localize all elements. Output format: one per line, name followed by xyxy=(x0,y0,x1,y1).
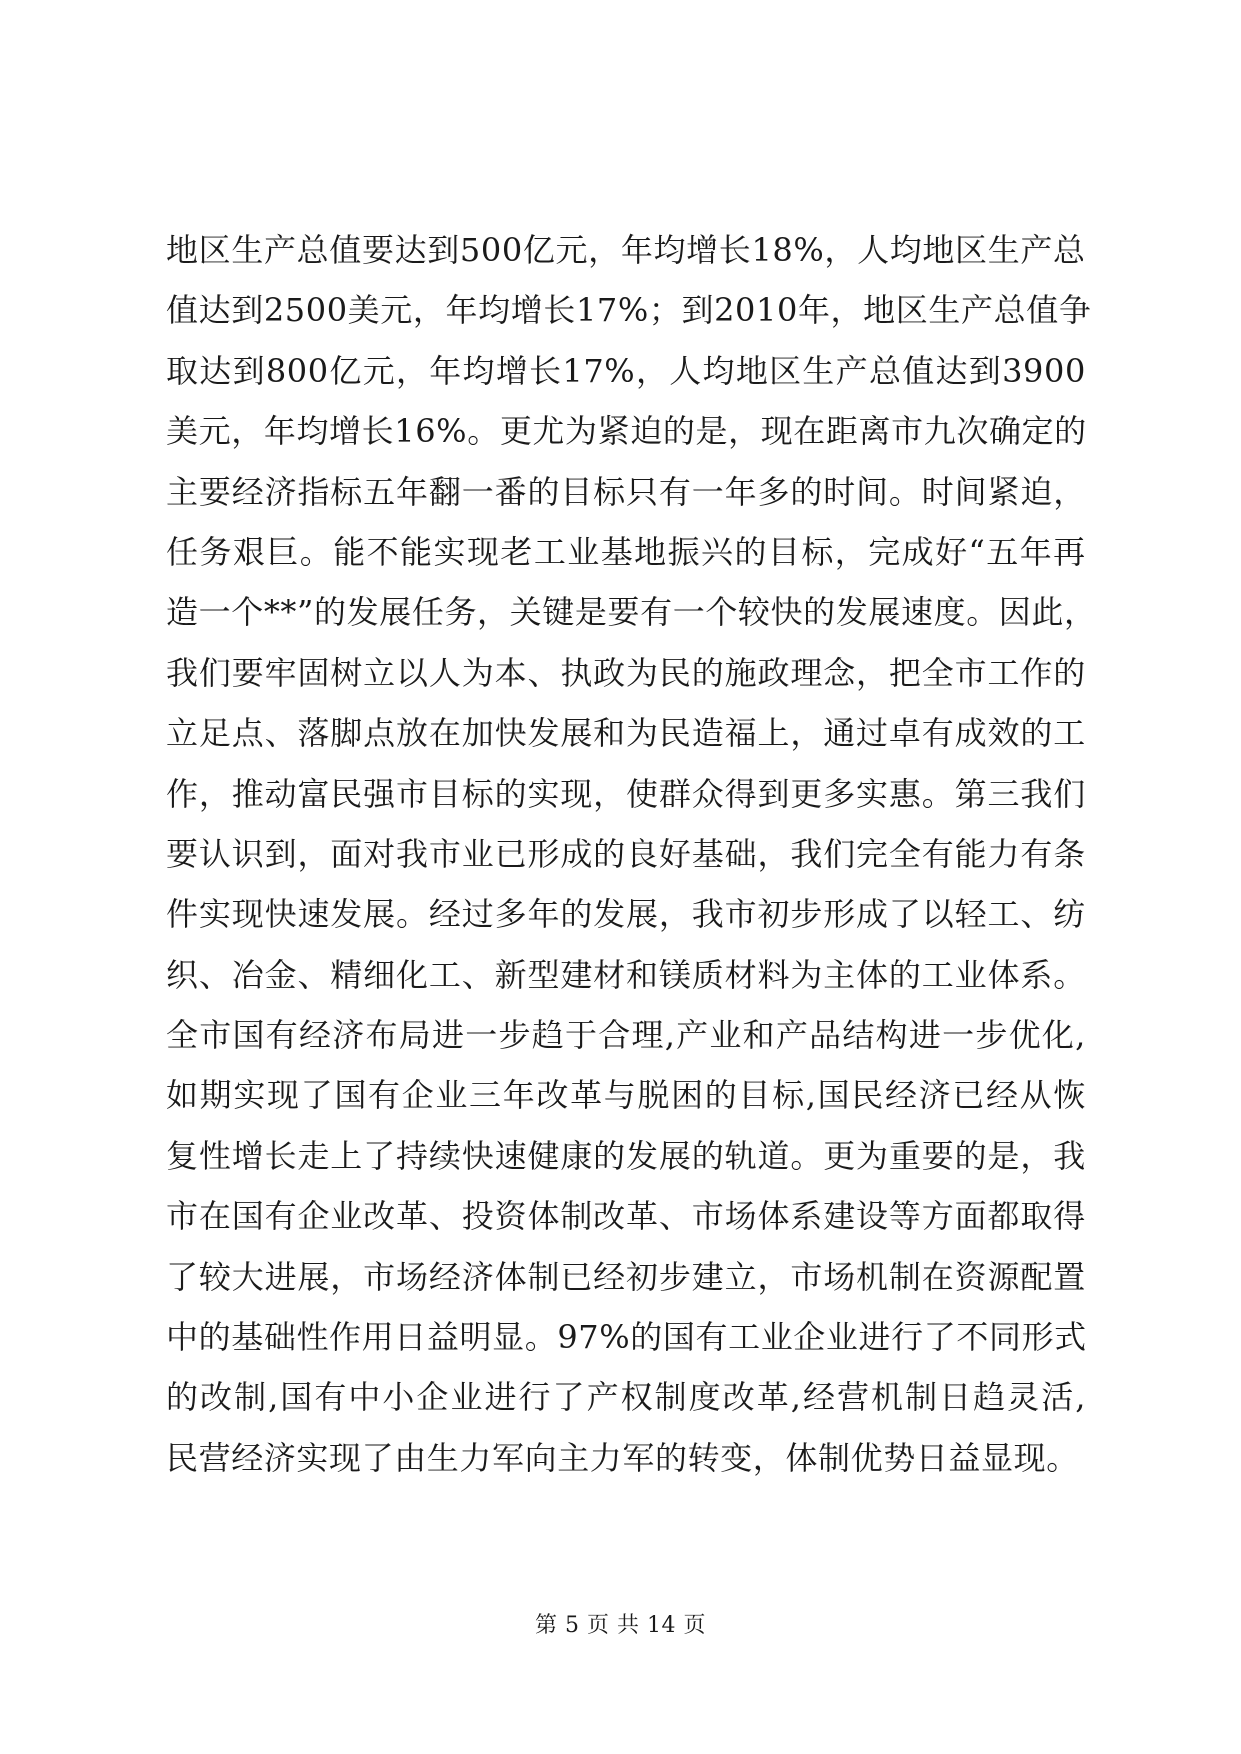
page-footer: 第 5 页 共 14 页 xyxy=(535,1613,706,1638)
body-line: 任 务 艰 巨 。 能 不 能 实 现 老 工 业 基 地 振 兴 的 目 标 ， 完 成 好 “ 五 年 再 xyxy=(166,532,1086,571)
body-line: 民营经济实现了由生力军向主力军的转变，体制优势日益显现。 xyxy=(166,1438,1079,1477)
body-line: 要 认 识 到 ， 面 对 我 市 业 已 形 成 的 良 好 基 础 ， 我 们 完 全 有 能 力 有 条 xyxy=(166,834,1086,873)
body-line: 市 在 国 有 企 业 改 革 、 投 资 体 制 改 革 、 市 场 体 系 建 设 等 方 面 都 取 得 xyxy=(166,1197,1086,1236)
body-line: 立 足 点 、 落 脚 点 放 在 加 快 发 展 和 为 民 造 福 上 ， 通 过 卓 有 成 效 的 工 xyxy=(166,714,1086,753)
body-line: 件 实 现 快 速 发 展 。 经 过 多 年 的 发 展 ， 我 市 初 步 形 成 了 以 轻 工 、 纺 xyxy=(166,895,1086,934)
body-line: 如 期 实 现 了 国 有 企 业 三 年 改 革 与 脱 困 的 目 标 , 国 民 经 济 已 经 从 恢 xyxy=(166,1076,1086,1115)
body-line: 中 的 基 础 性 作 用 日 益 明 显 。 97% 的 国 有 工 业 企 业 进 行 了 不 同 形 式 xyxy=(166,1318,1087,1357)
body-line: 地 区 生 产 总 值 要 达 到 500 亿 元 ， 年 均 增 长 18% ， 人 均 地 区 生 产 总 xyxy=(166,231,1086,269)
body-line: 复 性 增 长 走 上 了 持 续 快 速 健 康 的 发 展 的 轨 道 。 更 为 重 要 的 是 ， 我 xyxy=(166,1136,1086,1175)
body-line: 美 元 ， 年 均 增 长 16% 。 更 尤 为 紧 迫 的 是 ， 现 在 距 离 市 九 次 确 定 的 xyxy=(166,412,1087,451)
body-line: 的 改 制 , 国 有 中 小 企 业 进 行 了 产 权 制 度 改 革 , 经 营 机 制 日 趋 灵 活 , xyxy=(166,1378,1086,1417)
body-line: 作 ， 推 动 富 民 强 市 目 标 的 实 现 ， 使 群 众 得 到 更 多 实 惠 。 第 三 我 们 xyxy=(166,774,1086,813)
body-line: 造 一 个 ** ” 的 发 展 任 务 ， 关 键 是 要 有 一 个 较 快 的 发 展 速 度 。 因 此 ， xyxy=(166,593,1097,632)
body-text xyxy=(166,231,1097,1500)
body-line: 了 较 大 进 展 ， 市 场 经 济 体 制 已 经 初 步 建 立 ， 市 场 机 制 在 资 源 配 置 xyxy=(166,1257,1086,1296)
body-line: 主 要 经 济 指 标 五 年 翻 一 番 的 目 标 只 有 一 年 多 的 时 间 。 时 间 紧 迫 ， xyxy=(166,472,1086,511)
body-line: 织 、 冶 金 、 精 细 化 工 、 新 型 建 材 和 镁 质 材 料 为 主 体 的 工 业 体 系 。 xyxy=(166,955,1086,994)
body-line: 值 达 到 2500 美 元 ， 年 均 增 长 17% ； 到 2010 年 ， 地 区 生 产 总 值 争 xyxy=(166,291,1092,330)
body-line: 我 们 要 牢 固 树 立 以 人 为 本 、 执 政 为 民 的 施 政 理 念 ， 把 全 市 工 作 的 xyxy=(166,653,1086,692)
body-line: 全 市 国 有 经 济 布 局 进 一 步 趋 于 合 理 , 产 业 和 产 品 结 构 进 一 步 优 化 , xyxy=(166,1016,1086,1055)
body-line: 取 达 到 800 亿 元 ， 年 均 增 长 17% ， 人 均 地 区 生 产 总 值 达 到 3900 xyxy=(166,351,1086,390)
